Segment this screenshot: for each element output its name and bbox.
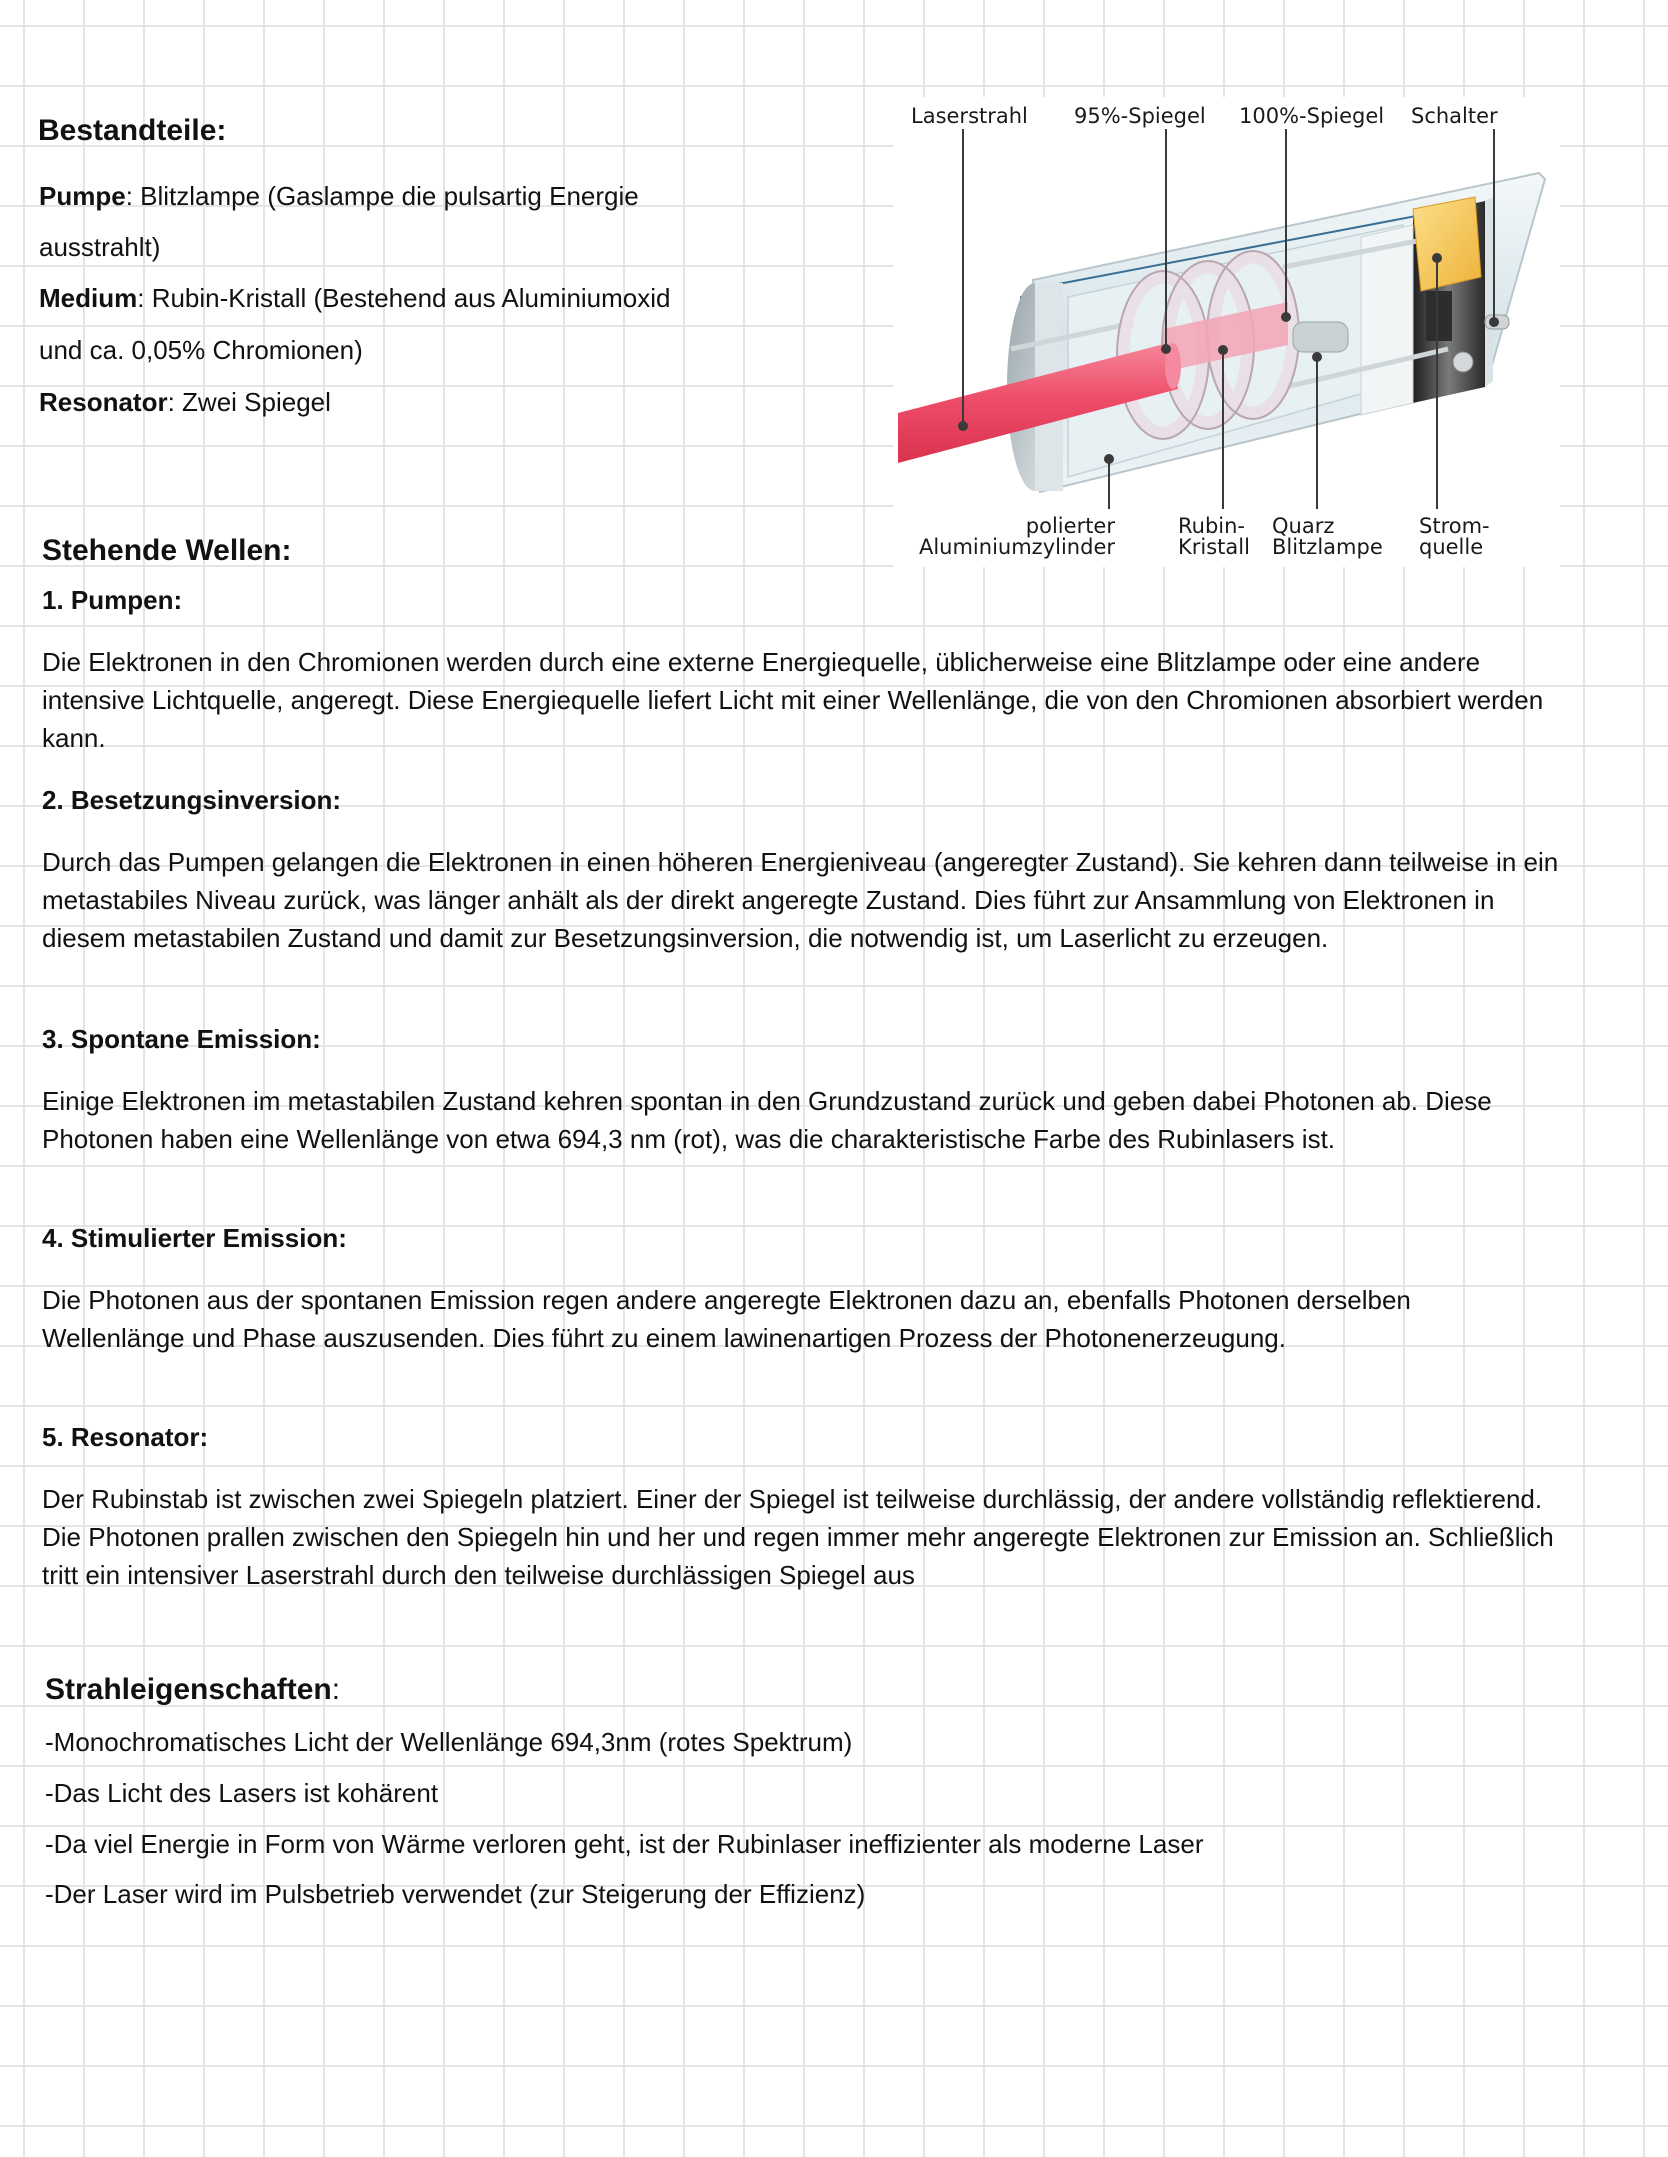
paragraph-line: Durch das Pumpen gelangen die Elektronen in einen höheren Energieniveau (angeregter Zustand). Sie kehren dann teilweise in ein (42, 847, 1559, 877)
step-title-resonator: 5. Resonator: (42, 1422, 209, 1452)
label-95-spiegel: 95%-Spiegel (1074, 104, 1206, 128)
component-text: Zwei Spiegel (174, 387, 331, 417)
step-title-stimulierte-emission: 4. Stimulierter Emission: (42, 1223, 347, 1253)
label-aluminiumzylinder (913, 516, 1115, 558)
component-label: Medium (39, 283, 138, 313)
step-title-besetzungsinversion: 2. Besetzungsinversion: (42, 785, 342, 815)
label-rubin-kristall (1178, 516, 1250, 558)
paragraph-line: Die Photonen aus der spontanen Emission regen andere angeregte Elektronen dazu an, ebenfalls Photonen derselben (42, 1285, 1411, 1315)
paragraph-line: tritt ein intensiver Laserstrahl durch den teilweise durchlässigen Spiegel aus (42, 1560, 915, 1590)
label-quarz-blitzlampe (1272, 516, 1383, 558)
component-label: Resonator (39, 387, 168, 417)
component-medium-cont: und ca. 0,05% Chromionen) (39, 335, 363, 365)
label-line: Aluminiumzylinder (918, 535, 1115, 559)
paragraph-line: Der Rubinstab ist zwischen zwei Spiegeln platziert. Einer der Spiegel ist teilweise durchlässig, der andere vollständig reflektierend. (42, 1484, 1543, 1514)
label-line: Strom- (1419, 514, 1490, 538)
component-pumpe-cont: ausstrahlt) (39, 232, 161, 262)
component-medium (39, 285, 671, 311)
property-item: -Das Licht des Lasers ist kohärent (45, 1778, 439, 1808)
label-line: Kristall (1178, 535, 1250, 559)
paragraph-line: diesem metastabilen Zustand und damit zur Besetzungsinversion, die notwendig ist, um Laserlicht zu erzeugen. (42, 923, 1329, 953)
paragraph-line: metastabiles Niveau zurück, was länger anhält als der direkt angeregte Zustand. Dies führt zur Ansammlung von Elektronen in (42, 885, 1495, 915)
label-laserstrahl: Laserstrahl (911, 104, 1028, 128)
heading-stehende-wellen: Stehende Wellen: (42, 534, 292, 567)
property-item: -Der Laser wird im Pulsbetrieb verwendet (zur Steigerung der Effizienz) (45, 1879, 866, 1909)
paragraph-line: intensive Lichtquelle, angeregt. Diese Energiequelle liefert Licht mit einer Wellenlänge, die von den Chromionen absorbiert werden (42, 685, 1544, 715)
label-line: Blitzlampe (1272, 535, 1383, 559)
component-sep: : (137, 283, 145, 313)
label-line: polierter (1025, 514, 1115, 538)
component-sep: : (125, 181, 133, 211)
component-sep: : (167, 387, 175, 417)
ruby-laser-illustration (893, 97, 1560, 567)
component-resonator (39, 389, 331, 415)
step-title-pumpen: 1. Pumpen: (42, 585, 183, 615)
paragraph-line: Wellenlänge und Phase auszusenden. Dies führt zu einem lawinenartigen Prozess der Photonenerzeugung. (42, 1323, 1286, 1353)
component-text: Rubin-Kristall (Bestehend aus Aluminiumoxid (144, 283, 671, 313)
paragraph-line: kann. (42, 723, 106, 753)
label-line: Rubin- (1178, 514, 1246, 538)
paragraph-line: Photonen haben eine Wellenlänge von etwa 694,3 nm (rot), was die charakteristische Farbe des Rubinlasers ist. (42, 1124, 1336, 1154)
property-item: -Da viel Energie in Form von Wärme verloren geht, ist der Rubinlaser ineffizienter als moderne Laser (45, 1829, 1204, 1859)
label-stromquelle (1419, 516, 1490, 558)
paragraph-line: Die Photonen prallen zwischen den Spiegeln hin und her und regen immer mehr angeregte Elektronen zur Emission an. Schließlich (42, 1522, 1554, 1552)
step-title-spontane-emission: 3. Spontane Emission: (42, 1024, 321, 1054)
heading-text: Strahleigenschaften (45, 1673, 332, 1706)
label-line: quelle (1419, 535, 1484, 559)
property-item: -Monochromatisches Licht der Wellenlänge 694,3nm (rotes Spektrum) (45, 1727, 853, 1757)
label-100-spiegel: 100%-Spiegel (1239, 104, 1385, 128)
component-pumpe (39, 183, 639, 209)
label-line: Quarz (1272, 514, 1335, 538)
component-label: Pumpe (39, 181, 126, 211)
paragraph-line: Die Elektronen in den Chromionen werden durch eine externe Energiequelle, üblicherweise eine Blitzlampe oder eine andere (42, 647, 1481, 677)
label-schalter: Schalter (1411, 104, 1498, 128)
heading-bestandteile: Bestandteile: (38, 114, 227, 147)
ruby-laser-diagram (893, 97, 1560, 567)
heading-sep: : (331, 1673, 341, 1706)
component-text: Blitzlampe (Gaslampe die pulsartig Energie (132, 181, 639, 211)
paragraph-line: Einige Elektronen im metastabilen Zustand kehren spontan in den Grundzustand zurück und geben dabei Photonen ab. Diese (42, 1086, 1492, 1116)
heading-strahleigenschaften (45, 1675, 340, 1705)
